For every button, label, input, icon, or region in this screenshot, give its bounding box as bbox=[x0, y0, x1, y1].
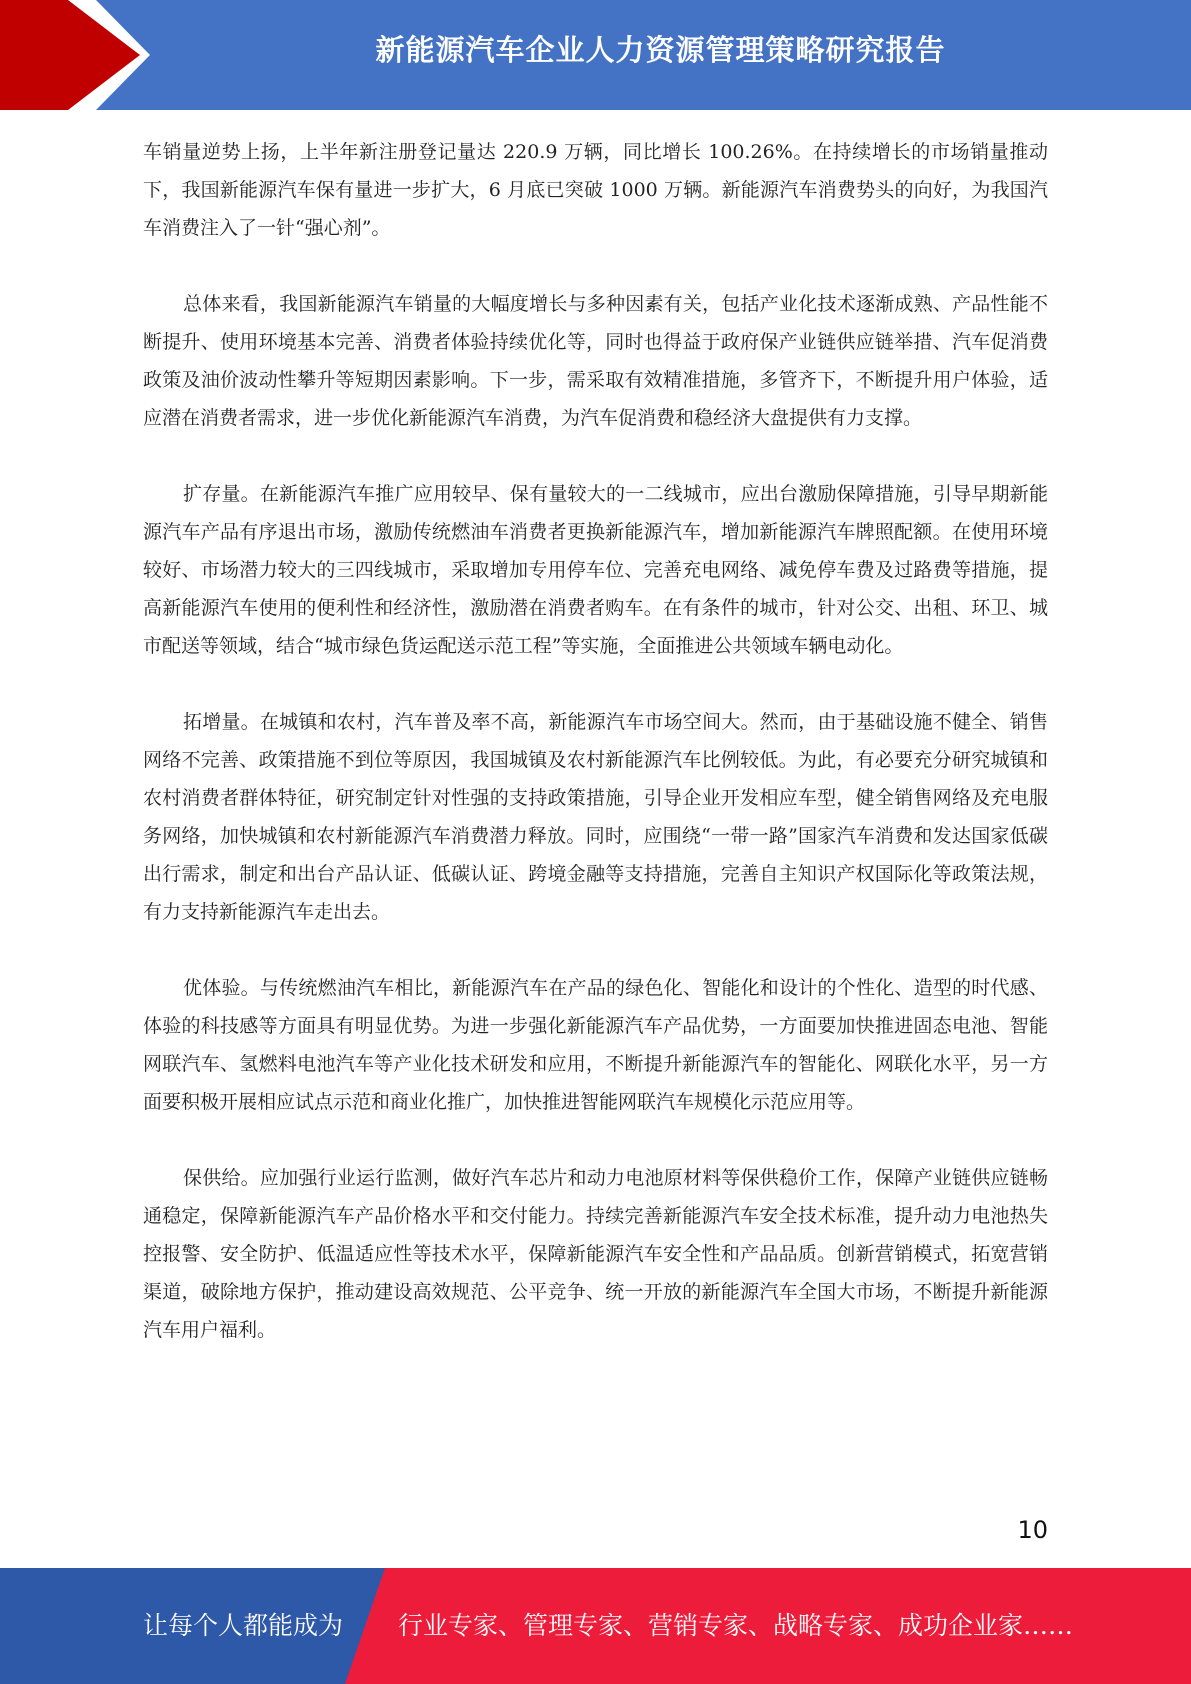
paragraph-expand-stock: 扩存量。在新能源汽车推广应用较早、保有量较大的一二线城市，应出台激励保障措施，引导早期新能源汽车产品有序退出市场，激励传统燃油车消费者更换新能源汽车，增加新能源汽车牌照配额。在使用环境较好、市场潜力较大的三四线城市，采取增加专用停车位、完善充电网络、减免停车费及过路费等措施，提高新能源汽车使用的便利性和经济性，激励潜在消费者购车。在有条件的城市，针对公交、出租、环卫、城市配送等领域，结合“城市绿色货运配送示范工程”等实施，全面推进公共领域车辆电动化。 bbox=[143, 483, 1048, 657]
footer-slogan-left: 让每个人都能成为 bbox=[143, 1611, 344, 1640]
report-title: 新能源汽车企业人力资源管理策略研究报告 bbox=[375, 33, 946, 67]
paragraph-optimize-experience: 优体验。与传统燃油汽车相比，新能源汽车在产品的绿色化、智能化和设计的个性化、造型的时代感、体验的科技感等方面具有明显优势。为进一步强化新能源汽车产品优势，一方面要加快推进固态电池、智能网联汽车、氢燃料电池汽车等产业化技术研发和应用，不断提升新能源汽车的智能化、网联化水平，另一方面要积极开展相应试点示范和商业化推广，加快推进智能网联汽车规模化示范应用等。 bbox=[143, 977, 1048, 1113]
header-chevron-arrow bbox=[0, 0, 140, 110]
footer-slogan-right: 行业专家、管理专家、营销专家、战略专家、成功企业家…… bbox=[398, 1611, 1074, 1640]
paragraph-expand-increment: 拓增量。在城镇和农村，汽车普及率不高，新能源汽车市场空间大。然而，由于基础设施不健全、销售网络不完善、政策措施不到位等原因，我国城镇及农村新能源汽车比例较低。为此，有必要充分研究城镇和农村消费者群体特征，研究制定针对性强的支持政策措施，引导企业开发相应车型，健全销售网络及充电服务网络，加快城镇和农村新能源汽车消费潜力释放。同时，应围绕“一带一路”国家汽车消费和发达国家低碳出行需求，制定和出台产品认证、低碳认证、跨境金融等支持措施，完善自主知识产权国际化等政策法规，有力支持新能源汽车走出去。 bbox=[143, 711, 1048, 923]
paragraph-secure-supply: 保供给。应加强行业运行监测，做好汽车芯片和动力电池原材料等保供稳价工作，保障产业链供应链畅通稳定，保障新能源汽车产品价格水平和交付能力。持续完善新能源汽车安全技术标准，提升动力电池热失控报警、安全防护、低温适应性等技术水平，保障新能源汽车安全性和产品品质。创新营销模式，拓宽营销渠道，破除地方保护，推动建设高效规范、公平竞争、统一开放的新能源汽车全国大市场，不断提升新能源汽车用户福利。 bbox=[143, 1167, 1048, 1341]
body-text bbox=[143, 133, 1048, 1387]
page-header bbox=[0, 0, 1191, 110]
page-footer bbox=[0, 1568, 1191, 1684]
page-number: 10 bbox=[1017, 1516, 1048, 1544]
paragraph-continuation: 车销量逆势上扬，上半年新注册登记量达 220.9 万辆，同比增长 100.26%。在持续增长的市场销量推动下，我国新能源汽车保有量进一步扩大，6 月底已突破 1000 万辆。新能源汽车消费势头的向好，为我国汽车消费注入了一针“强心剂”。 bbox=[143, 141, 1048, 239]
paragraph-overview: 总体来看，我国新能源汽车销量的大幅度增长与多种因素有关，包括产业化技术逐渐成熟、产品性能不断提升、使用环境基本完善、消费者体验持续优化等，同时也得益于政府保产业链供应链举措、汽车促消费政策及油价波动性攀升等短期因素影响。下一步，需采取有效精准措施，多管齐下，不断提升用户体验，适应潜在消费者需求，进一步优化新能源汽车消费，为汽车促消费和稳经济大盘提供有力支撑。 bbox=[143, 293, 1048, 429]
